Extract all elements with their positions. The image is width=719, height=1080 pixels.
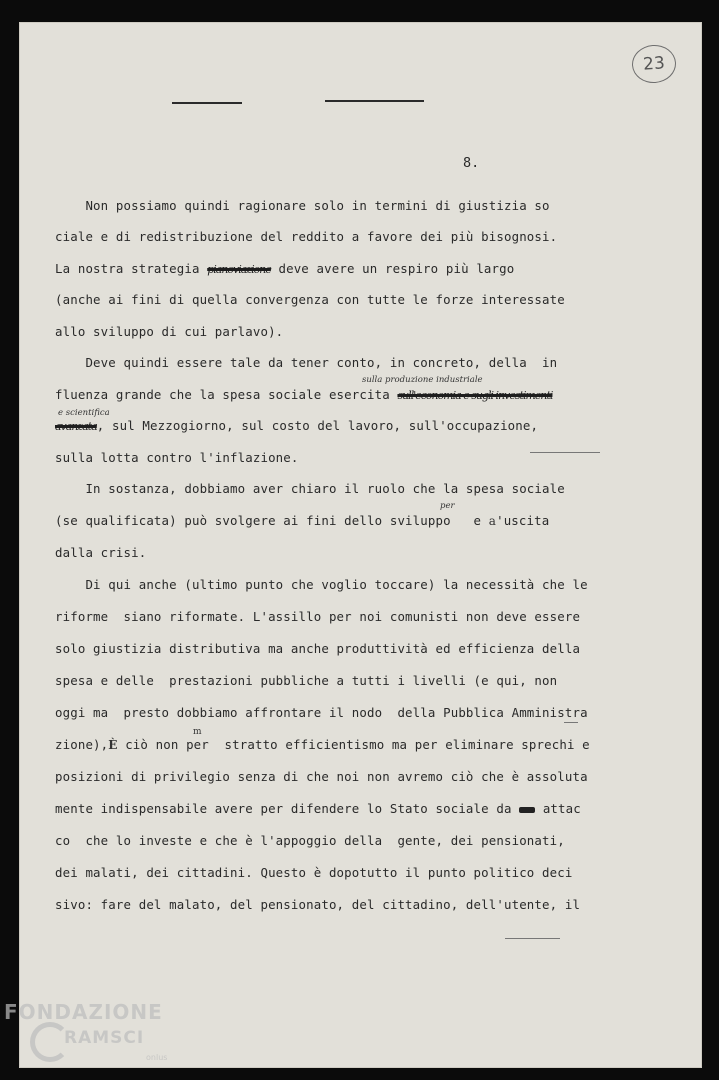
text-line: posizioni di privilegio senza di che noi non avremo ciò che è assoluta (55, 769, 588, 784)
text-line: riforme siano riformate. L'assillo per noi comunisti non deve essere (55, 609, 581, 624)
text-line: sivo: fare del malato, del pensionato, del cittadino, dell'utente, il (55, 897, 581, 912)
handwritten-mark: È (108, 738, 118, 752)
text-line: sulla lotta contro l'inflazione. (55, 450, 299, 465)
text-line: avanzata, sul Mezzogiorno, sul costo del lavoro, sull'occupazione, (55, 418, 539, 433)
struck-text: avanzata (55, 420, 97, 433)
ink-blot (519, 807, 535, 813)
handwritten-insertion: sulla produzione industriale (362, 375, 483, 385)
text-line: zione),È ciò non per stratto efficientismo ma per eliminare sprechi e (55, 737, 590, 752)
header-rule-right (325, 100, 424, 102)
handwritten-insertion: e scientifica (58, 408, 110, 418)
pencil-mark (505, 938, 560, 939)
struck-text: sull'economia e sugli investimenti (397, 389, 553, 402)
watermark-line1: FONDAZIONE (4, 1000, 163, 1024)
pencil-mark (530, 452, 600, 453)
watermark-line2: RAMSCI (64, 1028, 145, 1048)
text-line: In sostanza, dobbiamo aver chiaro il ruolo che la spesa sociale (55, 481, 565, 496)
text-line: (se qualificata) può svolgere ai fini dello sviluppo e a'uscita (55, 513, 550, 528)
fondazione-gramsci-watermark (4, 1000, 168, 1062)
text-line: Di qui anche (ultimo punto che voglio toccare) la necessità che le (55, 577, 588, 592)
text-line: Non possiamo quindi ragionare solo in termini di giustizia so (55, 198, 550, 213)
watermark-line3: onlus (146, 1053, 168, 1062)
text-line: spesa e delle prestazioni pubbliche a tutti i livelli (e qui, non (55, 673, 558, 688)
page-number: 8. (463, 155, 480, 171)
handwritten-mark: m (193, 727, 202, 737)
text-line: dalla crisi. (55, 545, 147, 560)
text-line: oggi ma presto dobbiamo affrontare il nodo della Pubblica Amministra (55, 705, 588, 720)
text-line: dei malati, dei cittadini. Questo è dopotutto il punto politico deci (55, 865, 573, 880)
text-line: solo giustizia distributiva ma anche produttività ed efficienza della (55, 641, 581, 656)
handwritten-mark: a (488, 514, 497, 528)
header-rule-left (172, 102, 242, 104)
archive-page-number: 23 (631, 44, 678, 85)
struck-text: pianoviazione (207, 263, 271, 276)
handwritten-insertion: per (440, 501, 455, 511)
text-line: La nostra strategia pianoviazione deve avere un respiro più largo (55, 261, 515, 276)
text-line: co che lo investe e che è l'appoggio della gente, dei pensionati, (55, 833, 565, 848)
text-line: (anche ai fini di quella convergenza con tutte le forze interessate (55, 292, 565, 307)
text-line: Deve quindi essere tale da tener conto, in concreto, della in (55, 355, 558, 370)
pencil-mark (564, 722, 578, 723)
text-line: allo sviluppo di cui parlavo). (55, 324, 284, 339)
text-line: fluenza grande che la spesa sociale esercita sull'economia e sugli investimenti (55, 387, 553, 402)
text-line: ciale e di redistribuzione del reddito a favore dei più bisognosi. (55, 229, 558, 244)
text-line: mente indispensabile avere per difendere lo Stato sociale da attac (55, 801, 581, 816)
